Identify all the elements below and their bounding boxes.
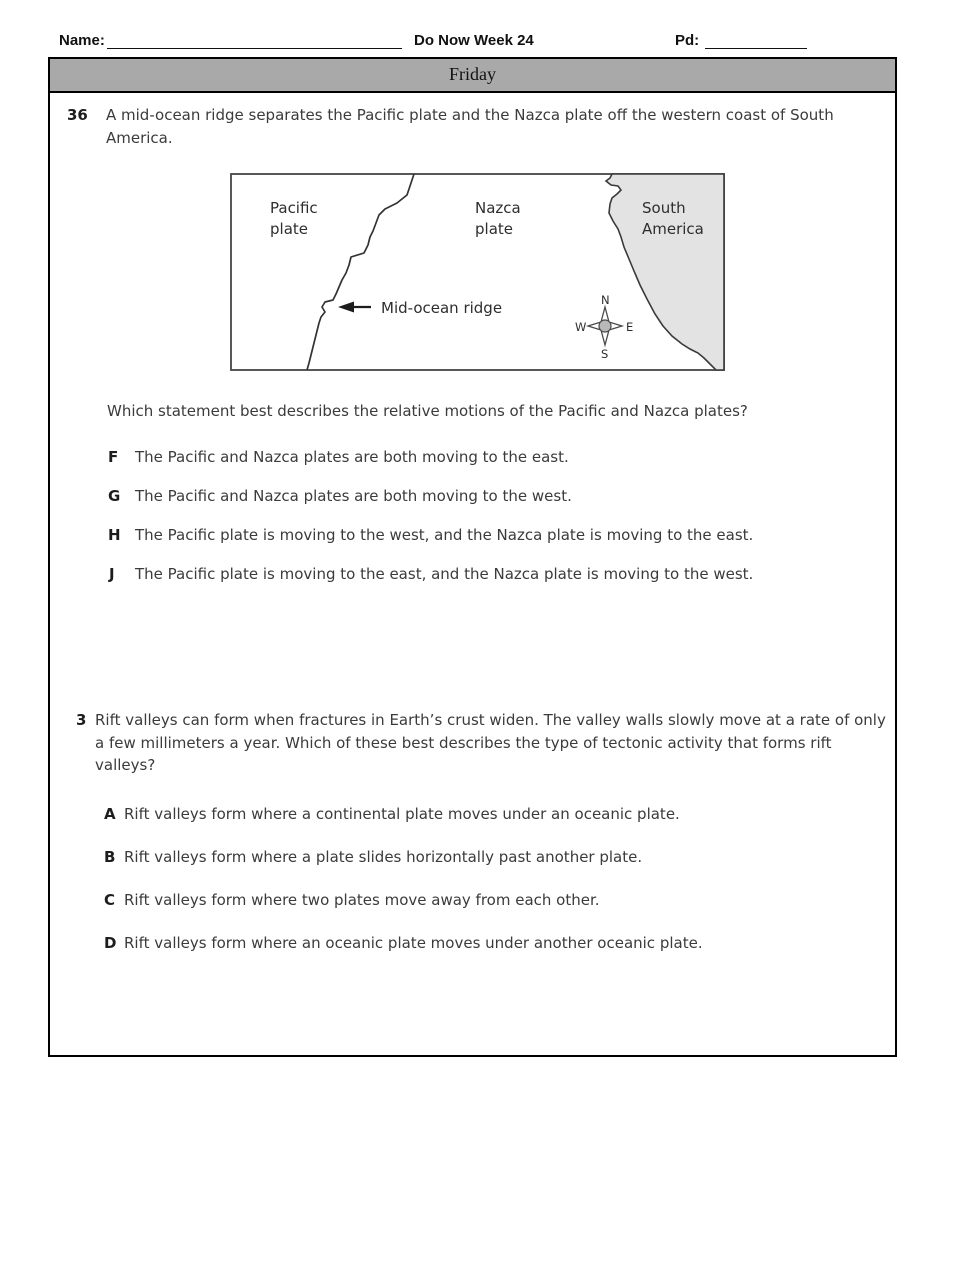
option-text: Rift valleys form where an oceanic plate moves under another oceanic plate. [124, 934, 703, 952]
option-letter: G [108, 487, 121, 505]
compass-south-label: S [601, 347, 609, 361]
ridge-label: Mid-ocean ridge [381, 299, 503, 317]
compass-west-label: W [575, 320, 587, 334]
option-letter: C [104, 891, 116, 909]
south-america-label: South [642, 199, 686, 217]
compass-east-label: E [626, 320, 634, 334]
option-text: The Pacific and Nazca plates are both moving to the west. [135, 487, 572, 505]
worksheet-box [48, 57, 897, 1057]
question-number: 3 [76, 711, 87, 729]
question-number: 36 [67, 106, 88, 124]
option-text: Rift valleys form where a plate slides horizontally past another plate. [124, 848, 643, 866]
option-letter: B [104, 848, 116, 866]
option-letter: F [108, 448, 119, 466]
option-letter: J [109, 565, 115, 583]
pacific-plate-label-line2: plate [270, 220, 308, 238]
period-label: Pd: [675, 32, 700, 49]
option-letter: H [108, 526, 121, 544]
plate-diagram [230, 173, 725, 371]
question-stem: Which statement best describes the relative motions of the Pacific and Nazca plates? [107, 402, 748, 420]
question-text: A mid-ocean ridge separates the Pacific plate and the Nazca plate off the western coast of South America. [106, 106, 834, 147]
nazca-plate-label: Nazca [475, 199, 521, 217]
south-america-label-line2: America [642, 220, 704, 238]
option-letter: D [104, 934, 117, 952]
option-text: Rift valleys form where a continental plate moves under an oceanic plate. [124, 805, 680, 823]
option-text: The Pacific plate is moving to the east, and the Nazca plate is moving to the west. [135, 565, 754, 583]
name-label: Name: [59, 32, 105, 49]
nazca-plate-label-line2: plate [475, 220, 513, 238]
name-blank-line[interactable] [107, 34, 402, 49]
option-text: The Pacific plate is moving to the west, and the Nazca plate is moving to the east. [135, 526, 754, 544]
compass-north-label: N [601, 293, 610, 307]
question-text: Rift valleys can form when fractures in Earth’s crust widen. The valley walls slowly move at a rate of only a few millimeters a year. Which of these best describes the type of tectonic activity that forms rift valleys? [95, 711, 886, 774]
option-letter: A [104, 805, 116, 823]
period-blank-line[interactable] [705, 34, 807, 49]
option-text: The Pacific and Nazca plates are both moving to the east. [135, 448, 569, 466]
day-banner: Friday [50, 59, 895, 93]
pacific-plate-label: Pacific [270, 199, 318, 217]
option-text: Rift valleys form where two plates move away from each other. [124, 891, 600, 909]
worksheet-title: Do Now Week 24 [414, 32, 534, 49]
